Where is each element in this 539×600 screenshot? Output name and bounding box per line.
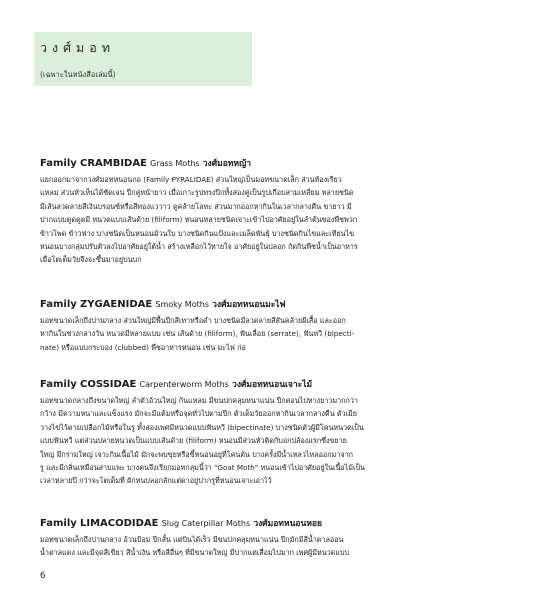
family-english-name: Carpenterworm Moths bbox=[139, 380, 229, 389]
family-thai-name: วงศ์มอทหนอนหอย bbox=[253, 519, 323, 529]
text-line: กว้าง มีความหนาและแข็งแรง มักจะมีแต้มหรือจุดทั่วไปตามปีก ตัวเต็มวัยออกหากินเวลากลางคืน ตัวเมีย bbox=[40, 409, 358, 419]
family-entry-crambidae bbox=[40, 156, 498, 267]
text-line: แหลม ส่วนหัวเห็นได้ชัดเจน ปีกคู่หน้ายาว เมื่อเกาะรูปทรงปีกทั้งสองคู่เป็นรูปเกือบสามเหลี่ยม หลายชนิด bbox=[40, 188, 354, 198]
family-name: ZYGAENIDAE bbox=[79, 299, 153, 310]
text-line: มีเส้นลวดลายสีเงินบรอนซ์หรือสีทองแววาว ดูคล้ายโลหะ ส่วนมากออกหากินในเวลากลางคืน ขายาว มี bbox=[40, 201, 352, 211]
family-description bbox=[40, 314, 498, 354]
text-line: nate) หรือแบบกระบอง (clubbed) พืชอาหารหนอน เช่น มะไฟ ก่อ bbox=[40, 342, 246, 352]
text-line: ปากแบบดูดดูดมี หนวดแบบเส้นด้าย (filiform) หนอนหลายชนิดเจาะเข้าไปอาศัยอยู่ในลำต้นของพืชพวก bbox=[40, 215, 358, 225]
family-name: CRAMBIDAE bbox=[79, 158, 147, 169]
section-subtitle: (เฉพาะในหนังสือเล่มนี้) bbox=[40, 70, 116, 79]
text-line: เมื่อโตเต็มวัยจึงจะขึ้นมาอยู่บนบก bbox=[40, 255, 142, 265]
family-english-name: Smoky Moths bbox=[155, 300, 209, 309]
family-english-name: Slug Caterpillar Moths bbox=[161, 519, 251, 528]
section-header bbox=[34, 32, 252, 86]
text-line: รู และมีกลิ่นเหมือนสาบแพะ บางคนจึงเรียกมอทกลุ่มนี้ว่า "Goat Moth" หนอนเข้าไปอาศัยอยู่ในเนื้อไม้เป็น bbox=[40, 463, 365, 473]
family-thai-name: วงศ์มอทหนอนเจาะไม้ bbox=[232, 380, 313, 390]
section-title: วงศ์มอท bbox=[40, 40, 116, 55]
text-line: ใหญ่ มีกรามใหญ่ เจาะกินเนื้อไม้ มักจะพบขุยหรือขี้หนอนอยู่ที่โคนต้น บางครั้งมีน้ำเหลวไหลออกมาจาก bbox=[40, 449, 353, 459]
family-heading bbox=[40, 297, 498, 311]
family-heading bbox=[40, 516, 498, 530]
text-line: วางไข่ไว้ตามเปลือกไม้หรือในรู ทั้งสองเพศมีหนวดแบบฟันหวี (bipectinate) บางชนิดตัวผู้มีโคนหนวดเป็น bbox=[40, 422, 364, 432]
family-name: LIMACODIDAE bbox=[79, 518, 159, 529]
family-entry-zygaenidae bbox=[40, 297, 498, 354]
text-line: มอทขนาดเล็กถึงปานกลาง อ้วนป้อม ปีกสั้น แต่บินได้เร็ว มีขนปกคลุมหนาแน่น ปีกมักมีสีน้ำตาลอ่อน bbox=[40, 535, 344, 544]
family-entry-limacodidae bbox=[40, 516, 498, 560]
text-line: น้ำตาลแดง และมีจุดสีเขียว สีน้ำเงิน หรือสีอื่นๆ ที่มีขนาดใหญ่ มีปากแต่เสื่อมไปมาก เพศผู้มีหนวดแบบ bbox=[40, 548, 350, 558]
family-thai-name: วงศ์มอทหนอนมะไฟ bbox=[212, 300, 286, 310]
family-word: Family bbox=[40, 518, 77, 529]
family-english-name: Grass Moths bbox=[150, 159, 200, 168]
text-line: แยกออกมาจากวงศ์มอทหนอนกอ (Family PYRALIDAE) ส่วนใหญ่เป็นมอทขนาดเล็ก ส่วนท้องเรียว bbox=[40, 175, 342, 184]
family-thai-name: วงศ์มอทหญ้า bbox=[202, 159, 252, 169]
text-line: มอทขนาดกลางถึงขนาดใหญ่ ลำตัวอ้วนใหญ่ ก้นแหลม มีขนปกคลุมหนาแน่น ปีกค่อนไปทางยาวมากกว่า bbox=[40, 396, 358, 405]
text-line: ข้าวโพด ข้าวฟ่าง บางชนิดเป็นหนอนม้วนใบ บางชนิดกินแป้งและเมล็ดพันธุ์ บางชนิดกินไขและเทียนไข bbox=[40, 228, 354, 238]
text-line: แบบฟันหวี แต่ส่วนปลายหนวดเป็นแบบเส้นด้าย (filiform) หนอนมีส่วนหัวติดกับอกปล้องแรกซึ่งขยาย bbox=[40, 436, 347, 446]
family-description bbox=[40, 173, 498, 267]
family-heading bbox=[40, 156, 498, 170]
text-line: เวลาหลายปี กว่าจะโตเต็มที่ ผักหนปลอกลักแต่ดาอยู่ปากรูที่หนอนเจาะเอาไว้ bbox=[40, 476, 272, 486]
family-name: COSSIDAE bbox=[79, 379, 137, 390]
page-number: 6 bbox=[40, 571, 46, 581]
family-word: Family bbox=[40, 299, 77, 310]
family-description bbox=[40, 394, 498, 488]
family-word: Family bbox=[40, 158, 77, 169]
family-word: Family bbox=[40, 379, 77, 390]
family-heading bbox=[40, 377, 498, 391]
text-line: หากินในช่วงกลางวัน หนวดมีหลายแบบ เช่น เส้นด้าย (filiform), ฟันเลื่อย (serrate), ฟันหวี (bipecti- bbox=[40, 329, 355, 339]
text-line: หนอนบางกลุ่มปรับตัวลงไปอาศัยอยู่ใต้น้ำ สร้างเหลือกไว้หายใจ อาศัยอยู่ในปลอก กัดกินพืชน้ำเป็นอาหาร bbox=[40, 242, 358, 252]
family-entry-cossidae bbox=[40, 377, 498, 488]
text-line: มอทขนาดเล็กถึงปานกลาง ส่วนใหญ่มีพื้นปีกสีเทาหรือดำ บางชนิดมีลวดลายสีสันคล้ายผีเสื้อ และออก bbox=[40, 316, 346, 325]
family-description bbox=[40, 533, 498, 560]
